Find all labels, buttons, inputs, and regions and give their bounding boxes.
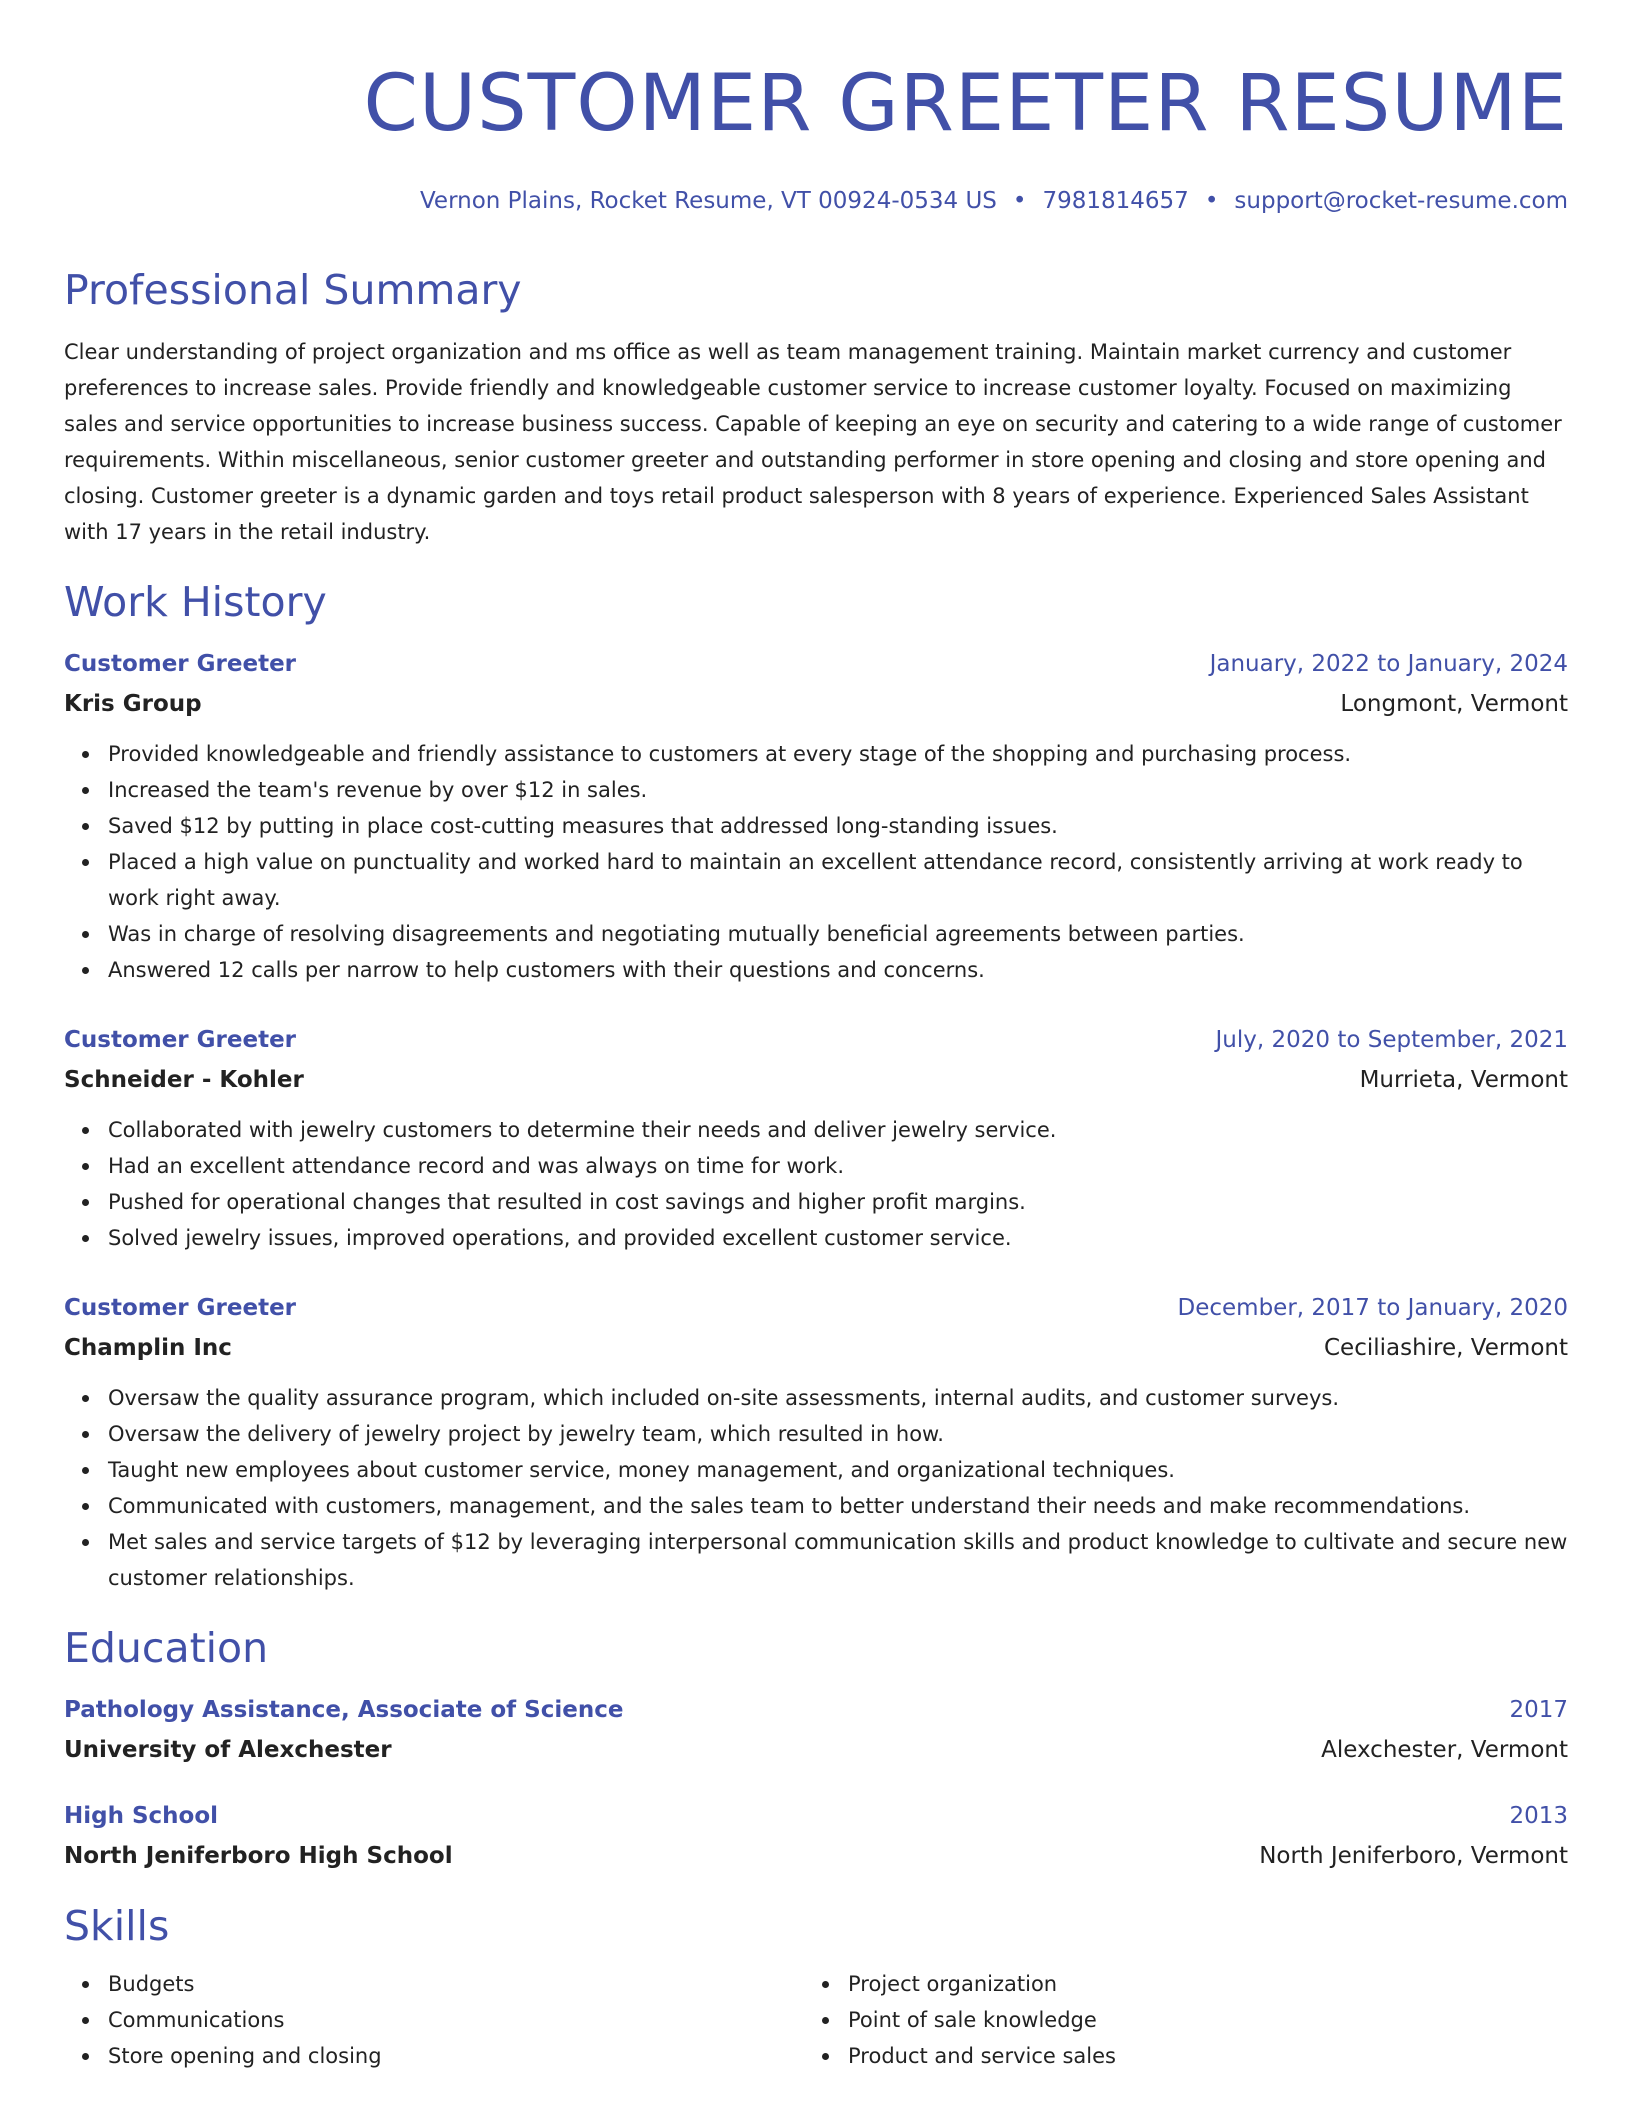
list-item: Collaborated with jewelry customers to determine their needs and deliver jewelry service. [108, 1112, 1568, 1148]
education-location: North Jeniferboro, Vermont [1259, 1843, 1568, 1869]
list-item: Saved $12 by putting in place cost-cutting measures that addressed long-standing issues. [108, 808, 1568, 844]
job-location: Murrieta, Vermont [1359, 1067, 1568, 1093]
resume-header [64, 0, 1568, 216]
work-history-section [64, 576, 1568, 1596]
education-school-row [64, 1732, 1568, 1768]
contact-address: Vernon Plains, Rocket Resume, VT 00924-0534 US [419, 188, 997, 214]
education-heading: Education [64, 1624, 269, 1672]
education-school-row [64, 1838, 1568, 1874]
education-school: North Jeniferboro High School [64, 1843, 453, 1869]
education-school: University of Alexchester [64, 1737, 392, 1763]
education-header-row [64, 1798, 1568, 1834]
skills-list-right [804, 1966, 1504, 2074]
job-company-row [64, 686, 1568, 722]
list-item: Pushed for operational changes that resulted in cost savings and higher profit margins. [108, 1184, 1568, 1220]
education-entry [64, 1692, 1568, 1768]
work-history-heading: Work History [64, 578, 327, 626]
job-role: Customer Greeter [64, 651, 297, 677]
summary-heading: Professional Summary [64, 266, 522, 314]
contact-separator: • [1012, 188, 1027, 214]
list-item: Budgets [108, 1966, 804, 2002]
skills-list-left [64, 1966, 804, 2074]
list-item: Oversaw the delivery of jewelry project by jewelry team, which resulted in how. [108, 1416, 1568, 1452]
job-role: Customer Greeter [64, 1027, 297, 1053]
job-bullets [64, 1380, 1568, 1596]
education-year: 2013 [1509, 1803, 1568, 1829]
list-item: Provided knowledgeable and friendly assistance to customers at every stage of the shopping and purchasing process. [108, 736, 1568, 772]
skills-heading: Skills [64, 1902, 170, 1950]
list-item: Store opening and closing [108, 2038, 804, 2074]
list-item: Taught new employees about customer service, money management, and organizational techniques. [108, 1452, 1568, 1488]
job-entry [64, 1290, 1568, 1596]
summary-section [64, 264, 1568, 550]
job-company: Kris Group [64, 691, 202, 717]
list-item: Placed a high value on punctuality and worked hard to maintain an excellent attendance record, consistently arriving at work ready to work right away. [108, 844, 1568, 916]
contact-phone: 7981814657 [1042, 188, 1189, 214]
job-company: Champlin Inc [64, 1335, 232, 1361]
list-item: Oversaw the quality assurance program, which included on-site assessments, internal audits, and customer surveys. [108, 1380, 1568, 1416]
list-item: Product and service sales [848, 2038, 1504, 2074]
skills-columns [64, 1966, 1568, 2074]
contact-line [64, 186, 1568, 216]
job-bullets [64, 736, 1568, 988]
list-item: Communications [108, 2002, 804, 2038]
education-header-row [64, 1692, 1568, 1728]
education-year: 2017 [1509, 1697, 1568, 1723]
job-company-row [64, 1330, 1568, 1366]
list-item: Point of sale knowledge [848, 2002, 1504, 2038]
education-entry [64, 1798, 1568, 1874]
education-section [64, 1622, 1568, 1874]
job-entry [64, 1022, 1568, 1256]
job-dates: January, 2022 to January, 2024 [1209, 651, 1568, 677]
job-dates: July, 2020 to September, 2021 [1215, 1027, 1568, 1053]
job-bullets [64, 1112, 1568, 1256]
list-item: Increased the team's revenue by over $12 in sales. [108, 772, 1568, 808]
education-degree: High School [64, 1803, 219, 1829]
job-location: Longmont, Vermont [1340, 691, 1568, 717]
job-entry [64, 646, 1568, 988]
contact-email: support@rocket-resume.com [1234, 188, 1568, 214]
list-item: Communicated with customers, management, and the sales team to better understand their needs and make recommendations. [108, 1488, 1568, 1524]
list-item: Answered 12 calls per narrow to help customers with their questions and concerns. [108, 952, 1568, 988]
skills-section [64, 1900, 1568, 2074]
job-company-row [64, 1062, 1568, 1098]
list-item: Solved jewelry issues, improved operations, and provided excellent customer service. [108, 1220, 1568, 1256]
job-header-row [64, 1290, 1568, 1326]
education-degree: Pathology Assistance, Associate of Science [64, 1697, 624, 1723]
job-location: Ceciliashire, Vermont [1323, 1335, 1568, 1361]
list-item: Was in charge of resolving disagreements and negotiating mutually beneficial agreements between parties. [108, 916, 1568, 952]
list-item: Met sales and service targets of $12 by leveraging interpersonal communication skills and product knowledge to cultivate and secure new customer relationships. [108, 1524, 1568, 1596]
education-location: Alexchester, Vermont [1321, 1737, 1568, 1763]
job-header-row [64, 1022, 1568, 1058]
summary-text: Clear understanding of project organization and ms office as well as team management training. Maintain market currency and customer preferences to increase sales. Provide friendly and knowledgeable customer service to increase customer loyalty. Focused on maximizing sales and service opportunities to increase business success. Capable of keeping an eye on security and catering to a wide range of customer requirements. Within miscellaneous, senior customer greeter and outstanding performer in store opening and closing and store opening and closing. Customer greeter is a dynamic garden and toys retail product salesperson with 8 years of experience. Experienced Sales Assistant with 17 years in the retail industry. [64, 340, 1562, 544]
list-item: Had an excellent attendance record and was always on time for work. [108, 1148, 1568, 1184]
resume-title: CUSTOMER GREETER RESUME [363, 59, 1568, 149]
contact-separator: • [1204, 188, 1219, 214]
job-role: Customer Greeter [64, 1295, 297, 1321]
job-header-row [64, 646, 1568, 682]
job-dates: December, 2017 to January, 2020 [1177, 1295, 1568, 1321]
job-company: Schneider - Kohler [64, 1067, 304, 1093]
list-item: Project organization [848, 1966, 1504, 2002]
